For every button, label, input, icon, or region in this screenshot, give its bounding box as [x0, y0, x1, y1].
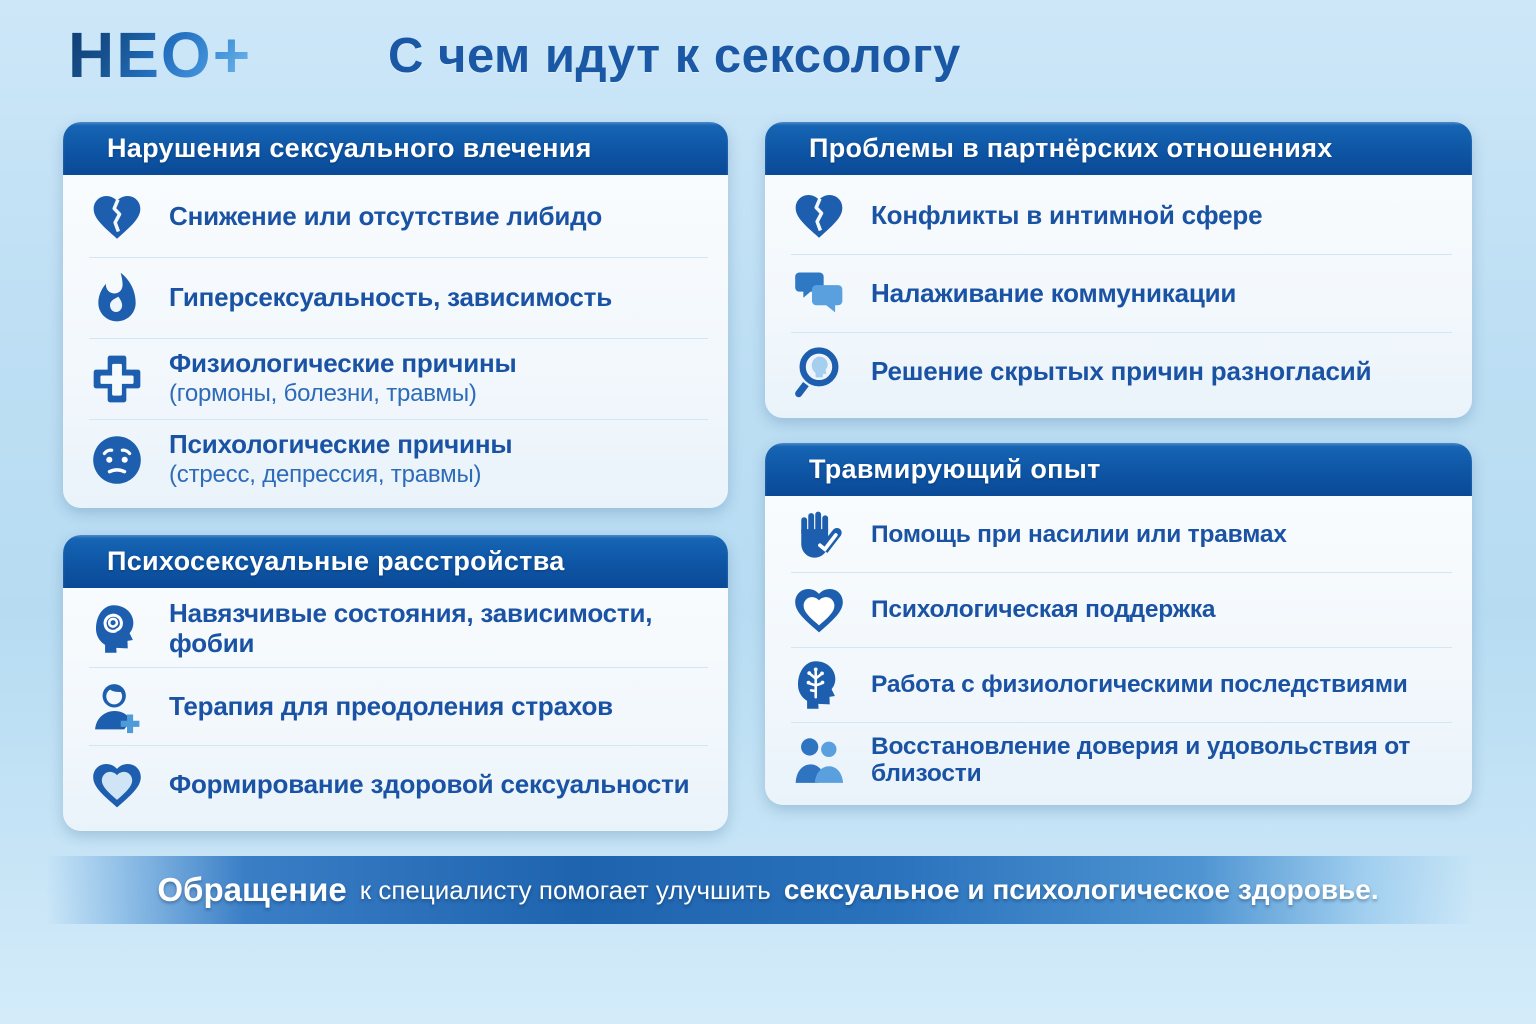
card-psychosexual-disorders	[63, 535, 728, 831]
stop-hand-check-icon	[791, 507, 847, 563]
card-sexual-desire-disorders	[63, 122, 728, 508]
list-item	[791, 647, 1452, 722]
head-tree-icon	[791, 657, 847, 713]
card-body	[63, 588, 728, 831]
item-title: Решение скрытых причин разногласий	[871, 355, 1372, 386]
broken-heart-icon	[89, 189, 145, 245]
item-title: Снижение или отсутствие либидо	[169, 201, 603, 232]
flame-icon	[89, 270, 145, 326]
item-title: Работа с физиологическими последствиями	[871, 671, 1408, 699]
card-header: Нарушения сексуального влечения	[63, 122, 728, 175]
card-traumatic-experience	[765, 443, 1472, 805]
item-title: Формирование здоровой сексуальности	[169, 768, 690, 799]
card-header: Проблемы в партнёрских отношениях	[765, 122, 1472, 175]
item-title: Психологические причины	[169, 429, 513, 460]
card-body	[765, 496, 1472, 805]
chat-bubbles-icon	[791, 266, 847, 322]
item-title: Налаживание коммуникации	[871, 277, 1237, 308]
list-item	[89, 590, 708, 667]
item-subtitle: (гормоны, болезни, травмы)	[169, 380, 477, 408]
item-title: Физиологические причины	[169, 348, 517, 379]
heart-in-heart-light-icon	[89, 757, 145, 813]
worried-face-icon	[89, 432, 145, 488]
page-title: С чем идут к сексологу	[388, 29, 961, 83]
list-item	[89, 338, 708, 419]
item-title: Гиперсексуальность, зависимость	[169, 282, 612, 313]
list-item	[791, 572, 1452, 647]
card-header: Травмирующий опыт	[765, 443, 1472, 496]
footer-emphasis-text: сексуальное и психологическое здоровье.	[783, 874, 1379, 905]
heart-in-heart-white-icon	[791, 582, 847, 638]
neo-plus-logo: НЕО+	[68, 19, 253, 91]
magnifier-head-icon	[791, 344, 847, 400]
item-title: Психологическая поддержка	[871, 596, 1216, 624]
item-title: Конфликты в интимной сфере	[871, 199, 1263, 230]
item-title: Навязчивые состояния, зависимости, фобии	[169, 598, 653, 658]
card-partner-relationship-problems	[765, 122, 1472, 418]
card-body	[765, 175, 1472, 418]
broken-heart-icon	[791, 188, 847, 244]
person-plus-icon	[89, 679, 145, 735]
list-item	[791, 254, 1452, 332]
list-item	[89, 745, 708, 823]
item-subtitle: (стресс, депрессия, травмы)	[169, 461, 482, 489]
list-item	[89, 177, 708, 257]
list-item	[791, 722, 1452, 797]
couple-icon	[791, 732, 847, 788]
item-title: Помощь при насилии или травмах	[871, 521, 1287, 549]
list-item	[791, 177, 1452, 254]
footer-banner	[0, 856, 1536, 924]
item-title: Восстановление доверия и удовольствия от близости	[871, 732, 1411, 787]
list-item	[791, 498, 1452, 572]
list-item	[89, 667, 708, 745]
head-spiral-icon	[89, 601, 145, 657]
footer-lead-text: Обращение	[157, 871, 347, 908]
list-item	[89, 257, 708, 338]
card-header: Психосексуальные расстройства	[63, 535, 728, 588]
card-body	[63, 175, 728, 508]
list-item	[791, 332, 1452, 410]
list-item	[89, 419, 708, 500]
footer-middle-text: к специалисту помогает улучшить	[359, 874, 771, 905]
medical-cross-icon	[89, 351, 145, 407]
item-title: Терапия для преодоления страхов	[169, 690, 613, 721]
